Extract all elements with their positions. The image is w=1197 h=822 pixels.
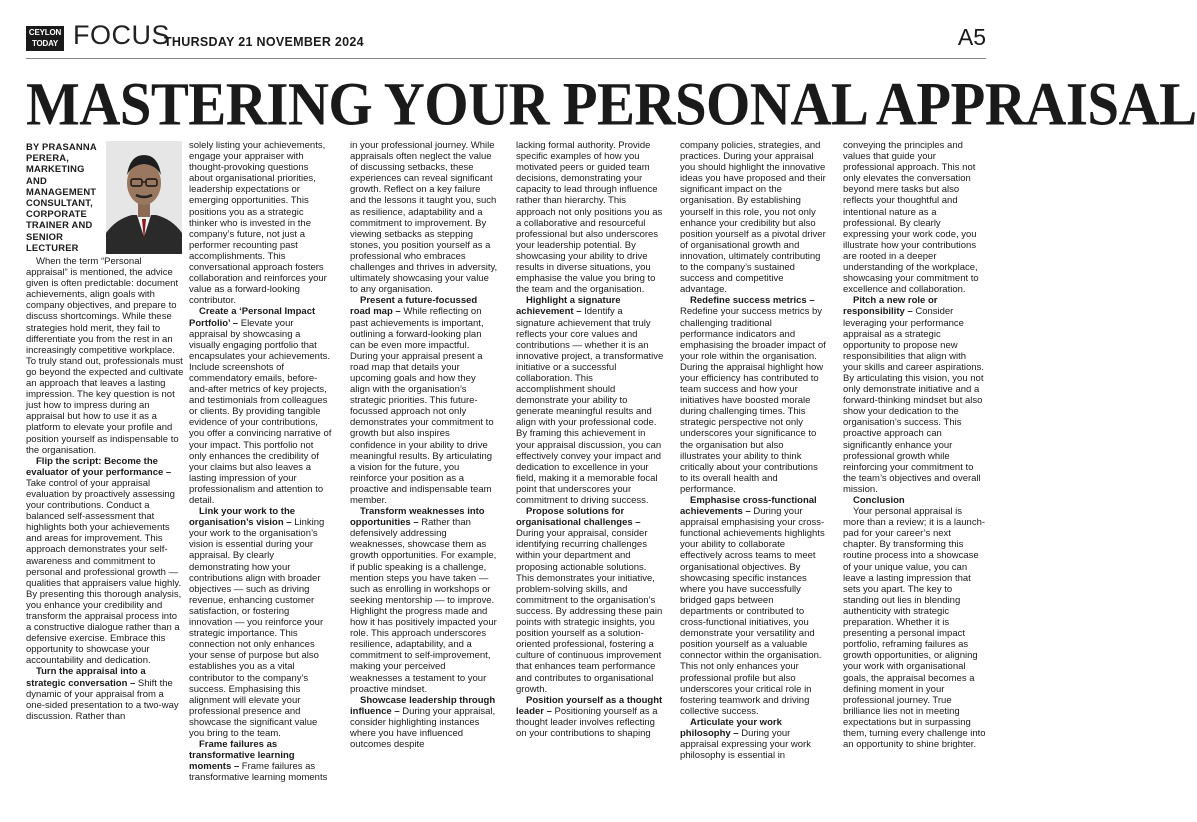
section-label: FOCUS <box>73 20 170 50</box>
paragraph <box>350 506 498 695</box>
paragraph <box>350 140 498 295</box>
body-text: While reflecting on past achievements is important, outlining a forward-looking plan can be even more impactful. During your appraisal present a road map that details your upcoming goals and how they align with the organisation’s strategic priorities. This future-focussed approach not only demonstrates your commitment to growth but also inspires confidence in your ability to drive meaningful results. By articulating a vision for the future, you reinforce your position as a proactive and indispensable team member. <box>350 306 494 506</box>
subheading: Conclusion <box>853 495 905 506</box>
subheading: Pitch a new role or responsibility – <box>843 295 938 318</box>
article-column-5 <box>680 140 826 815</box>
subheading: Frame failures as transformative learning moments – <box>189 739 295 773</box>
paragraph <box>350 695 498 750</box>
article-column-4 <box>516 140 664 815</box>
body-text: During your appraisal, consider highlighting instances where you have influenced outcomes despite <box>350 705 496 751</box>
paragraph <box>26 256 184 456</box>
section-heading <box>843 495 986 506</box>
body-text: company policies, strategies, and practices. During your appraisal you should highlight the innovative ideas you have proposed and their significant impact on the organisation. By establishing yourself in this role, you not only enhance your credibility but also position yourself as a pivotal driver of organisational growth and innovation, ultimately contributing to the company’s sustained success and competitive advantage. <box>680 140 826 296</box>
subheading: Present a future-focussed road map – <box>350 295 478 318</box>
paragraph <box>26 456 184 667</box>
byline: BY PRASANNA PERERA, MARKETING AND MANAGEMENT CONSULTANT, CORPORATE TRAINER AND SENIOR LECTURER <box>26 141 97 253</box>
subheading: Turn the appraisal into a strategic conversation – <box>26 666 146 689</box>
paragraph <box>516 506 664 695</box>
body-text: Take control of your appraisal evaluation by proactively assessing your contributions. Conduct a balanced self-assessment that highlights both your achievements and areas for improvement. This approach demonstrates your self-awareness and commitment to personal and professional growth — qualities that appraisers value highly. By presenting this thorough analysis, you enhance your credibility and transform the appraisal process into a constructive dialogue rather than a defensive exercise. Embrace this opportunity to showcase your accountability and dedication. <box>26 477 182 667</box>
author-photo <box>106 141 182 254</box>
subheading: Transform weaknesses into opportunities – <box>350 506 485 529</box>
subheading: Create a ‘Personal Impact Portfolio’ – <box>189 306 316 329</box>
subheading: Showcase leadership through influence – <box>350 694 496 717</box>
paragraph <box>843 140 986 295</box>
subheading: Redefine success metrics – <box>690 295 815 307</box>
article-column-3 <box>350 140 498 815</box>
subheading: Highlight a signature achievement – <box>516 295 621 318</box>
headline: MASTERING YOUR PERSONAL APPRAISAL <box>26 70 1197 139</box>
paragraph <box>189 306 332 506</box>
paragraph <box>189 506 332 739</box>
paragraph <box>680 140 826 295</box>
logo-line-1: CEYLON <box>28 28 62 37</box>
subheading: Position yourself as a thought leader – <box>516 694 663 717</box>
subheading: Flip the script: Become the evaluator of your performance – <box>26 455 172 478</box>
logo-line-2: TODAY <box>31 39 59 48</box>
paragraph <box>843 295 986 495</box>
issue-date: THURSDAY 21 NOVEMBER 2024 <box>164 35 364 49</box>
body-text: Positioning yourself as a thought leader involves reflecting on your contributions to shaping <box>516 705 658 739</box>
body-text: During your appraisal emphasising your cross-functional achievements highlights your ability to collaborate effectively across teams to meet organisational objectives. By showcasing specific instances where you have successfully bridged gaps between departments or contributed to cross-functional initiatives, you demonstrate your versatility and position yourself as a valuable connector within the organisation. This not only enhances your professional profile but also underscores your critical role in fostering teamwork and driving collective success. <box>680 506 825 717</box>
body-text: Shift the dynamic of your appraisal from a one-sided presentation to a two-way discussion. Rather than <box>26 677 179 722</box>
body-text: Consider leveraging your performance appraisal as a strategic opportunity to propose new responsibilities that align with your skills and career aspirations. By articulating this vision, you not only demonstrate initiative and a forward-thinking mindset but also show your dedication to the organisation’s success. This proactive approach can significantly enhance your professional growth while reinforcing your commitment to the team’s objectives and overall mission. <box>843 306 984 495</box>
paragraph <box>843 506 986 750</box>
body-text: Rather than defensively addressing weaknesses, showcase them as growth opportunities. For example, if public speaking is a challenge, mention steps you have taken — such as enrolling in workshops or seeking mentorship — to improve. Highlight the progress made and how it has positively impacted your role. This approach underscores resilience, adaptability, and a commitment to self-improvement, making your perceived weaknesses a testament to your proactive mindset. <box>350 517 497 695</box>
body-text: During your appraisal, consider identifying recurring challenges within your department and proposing actionable solutions. This demonstrates your initiative, problem-solving skills, and commitment to the organisation’s success. By addressing these pain points with strategic insights, you position yourself as a solution-oriented professional, fostering a culture of continuous improvement that enhances team performance and contributes to organisational growth. <box>516 528 663 695</box>
paragraph <box>680 717 826 761</box>
body-text: During your appraisal expressing your work philosophy is essential in <box>680 727 811 762</box>
article-column-1 <box>26 256 184 816</box>
ceylon-today-logo <box>26 26 64 51</box>
body-text: Frame failures as transformative learning moments <box>189 761 328 784</box>
paragraph <box>680 495 826 717</box>
subheading: Propose solutions for organisational challenges – <box>516 506 641 529</box>
author-portrait-illustration <box>106 141 182 254</box>
paragraph <box>350 295 498 506</box>
paragraph <box>189 739 332 783</box>
body-text: Redefine your success metrics by challenging traditional performance indicators and emphasising the broader impact of your role within the organisation. During the appraisal highlight how your efficiency has contributed to team success and how your initiatives have boosted morale during challenging times. This strategic perspective not only underscores your significance to the organisation but also illustrates your ability to think critically about your contributions to its overall health and performance. <box>680 306 826 495</box>
body-text: Elevate your appraisal by showcasing a visually engaging portfolio that encapsulates your achievements. Include screenshots of commendatory emails, before-and-after metrics of key projects, and testimonials from colleagues or clients. By providing tangible evidence of your contributions, you offer a convincing narrative of your impact. This portfolio not only enhances the credibility of your claims but also leaves a lasting impression of your professionalism and attention to detail. <box>189 317 332 506</box>
body-text: Identify a signature achievement that truly reflects your core values and contributions — whether it is an innovative project, a transformative initiative or a successful collaboration. This accomplishment should demonstrate your ability to generate meaningful results and align with your professional code. By framing this achievement in your appraisal discussion, you can effectively convey your impact and dedication to excellence in your field, making it a memorable focal point that underscores your commitment to driving success. <box>516 306 664 506</box>
paragraph <box>516 695 664 739</box>
body-text: Linking your work to the organisation’s vision is essential during your appraisal. By clearly demonstrating how your contributions align with broader objectives — such as driving revenue, enhancing customer satisfaction, or fostering innovation — you reinforce your strategic importance. This connection not only enhances your sense of purpose but also establishes you as a vital contributor to the company’s success. Emphasising this alignment will elevate your professional presence and showcase the significant value you bring to the team. <box>189 517 325 739</box>
body-text: conveying the principles and values that guide your professional approach. This not only elevates the conversation beyond mere tasks but also reflects your thoughtful and intentional nature as a professional. By clearly expressing your work code, you illustrate how your contributions are rooted in a deeper understanding of the workplace, showcasing your commitment to excellence and collaboration. <box>843 140 979 296</box>
paragraph <box>516 140 664 295</box>
paragraph <box>680 295 826 495</box>
article-column-2 <box>189 140 332 815</box>
subheading: Articulate your work philosophy – <box>680 716 782 739</box>
body-text: lacking formal authority. Provide specific examples of how you motivated peers or guided team decisions, demonstrating your capacity to lead through influence rather than hierarchy. This approach not only positions you as a collaborative and resourceful professional but also underscores your leadership potential. By showcasing your ability to drive results in diverse situations, you emphasise the value you bring to the team and the organisation. <box>516 140 663 296</box>
body-text: in your professional journey. While appraisals often neglect the value of discussing setbacks, these experiences can reveal significant growth. Reflect on a key failure and the lessons it taught you, such as resilience, adaptability and a commitment to improvement. By viewing setbacks as stepping stones, you position yourself as a professional who embraces challenges and thrives in adversity, ultimately showcasing your value to any organisation. <box>350 140 498 296</box>
article-column-6 <box>843 140 986 815</box>
paragraph <box>516 295 664 506</box>
paragraph <box>26 666 184 721</box>
subheading: Emphasise cross-functional achievements – <box>680 495 817 518</box>
body-text: Your personal appraisal is more than a review; it is a launch-pad for your career’s next chapter. By transforming this routine process into a showcase of your unique value, you can leave a lasting impression that sets you apart. The key to standing out lies in blending authenticity with strategic preparation. Whether it is presenting a personal impact portfolio, reframing failures as growth opportunities, or aligning your work with organisational goals, the appraisal becomes a defining moment in your professional journey. True brilliance lies not in meeting expectations but in surpassing them, turning every challenge into an opportunity to shine brighter. <box>843 506 986 751</box>
page-number: A5 <box>957 24 986 50</box>
body-text: When the term “Personal appraisal” is mentioned, the advice given is often predictable: document achievements, align goals with company objectives, and prepare to discuss shortcomings. While these strategies hold merit, they fail to differentiate you from the rest in an increasingly competitive workplace. To truly stand out, professionals must go beyond the expected and cultivate an approach that leaves a lasting impression. The key question is not just how to impress during an appraisal but how to use it as a platform to elevate your profile and position yourself as indispensable to the organisation. <box>26 256 184 456</box>
subheading: Link your work to the organisation’s vision – <box>189 506 296 529</box>
paragraph <box>189 140 332 306</box>
masthead-divider <box>26 58 986 59</box>
body-text: solely listing your achievements, engage your appraiser with thought-provoking questions about organisational priorities, leadership expectations or emerging opportunities. This positions you as a strategic thinker who is invested in the company’s future, not just a performer recounting past accomplishments. This conversational approach fosters collaboration and reinforces your value as a forward-looking contributor. <box>189 140 327 307</box>
masthead <box>26 20 986 54</box>
